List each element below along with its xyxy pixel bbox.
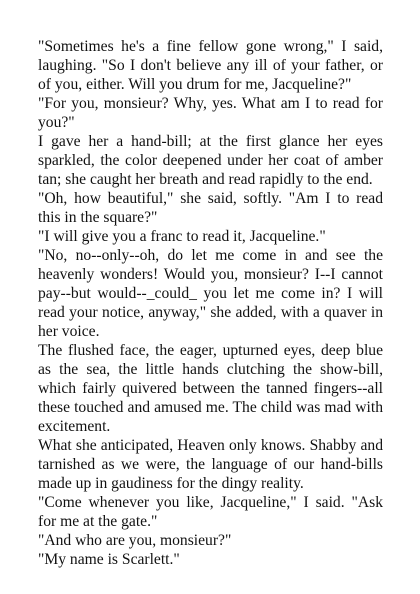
paragraph: What she anticipated, Heaven only knows. Shabby and tarnished as we were, the language of our hand-bills made up in gaudiness for the dingy reality.: [38, 437, 383, 492]
paragraph: "I will give you a franc to read it, Jacqueline.": [38, 228, 326, 245]
page-text: [38, 37, 383, 569]
paragraph: "No, no--only--oh, do let me come in and see the heavenly wonders! Would you, monsieur? I--I cannot pay--but would--_could_ you let me come in? I will read your notice, anyway," she added, with a quaver in her voice.: [38, 247, 383, 340]
paragraph: "For you, monsieur? Why, yes. What am I to read for you?": [38, 95, 383, 131]
paragraph: "Oh, how beautiful," she said, softly. "Am I to read this in the square?": [38, 190, 383, 226]
paragraph: The flushed face, the eager, upturned eyes, deep blue as the sea, the little hands clutching the show-bill, which fairly quivered between the tanned fingers--all these touched and amused me. The child was mad with excitement.: [38, 342, 383, 435]
paragraph: "Come whenever you like, Jacqueline," I said. "Ask for me at the gate.": [38, 494, 383, 530]
paragraph: "And who are you, monsieur?": [38, 532, 232, 549]
paragraph: "Sometimes he's a fine fellow gone wrong," I said, laughing. "So I don't believe any ill of your father, or of you, either. Will you drum for me, Jacqueline?": [38, 38, 383, 93]
paragraph: I gave her a hand-bill; at the first glance her eyes sparkled, the color deepened under her coat of amber tan; she caught her breath and read rapidly to the end.: [38, 133, 383, 188]
paragraph: "My name is Scarlett.": [38, 551, 180, 568]
